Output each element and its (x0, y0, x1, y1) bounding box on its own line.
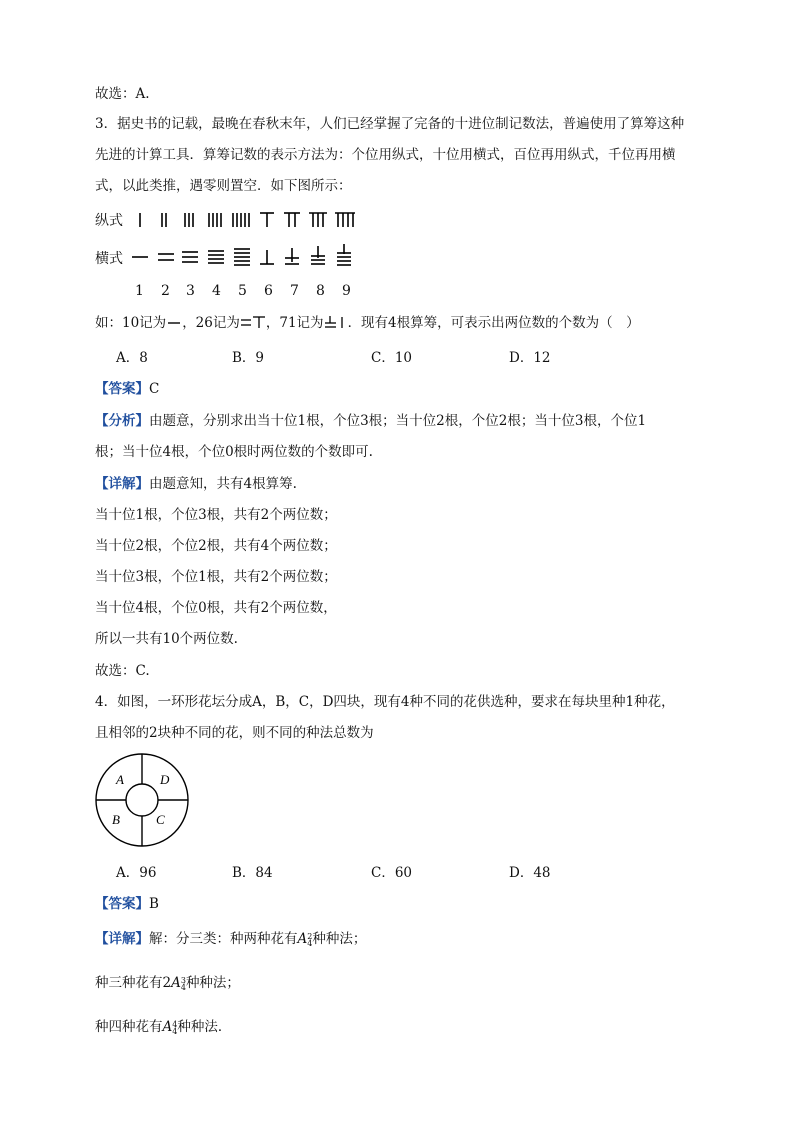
digit-7: 7 (290, 283, 299, 299)
q3-answer (95, 379, 159, 399)
digit-6: 6 (264, 283, 273, 299)
region-a-label: A (116, 772, 124, 787)
q3-detail-line-1: 当十位1根，个位3根，共有2个两位数； (95, 507, 337, 523)
example-text-4: ．现有4根算筹，可表示出两位数的个数为（ ） (347, 315, 640, 331)
region-d-label: D (160, 772, 170, 787)
detail-text: 种三种花有2 (95, 975, 172, 991)
example-text-3: ，71记为 (265, 315, 324, 331)
q3-option-d[interactable]: D．12 (509, 350, 551, 366)
detail-text: 种种法． (177, 1019, 232, 1035)
q4-option-b[interactable]: B．84 (232, 865, 273, 881)
detail-text: 种四种花有 (95, 1019, 163, 1035)
permutation-symbol: A (162, 1019, 173, 1035)
heng-rods (128, 242, 368, 272)
perm-sup: 4 (172, 1020, 178, 1029)
answer-value: B (149, 896, 159, 912)
rod-26-glyph (240, 315, 266, 329)
zong-rods (128, 208, 368, 232)
detail-text: 种种法； (312, 931, 367, 947)
q3-detail-line-3: 当十位3根，个位1根，共有2个两位数； (95, 569, 337, 585)
q3-detail-line-2: 当十位2根，个位2根，共有4个两位数； (95, 538, 337, 554)
q4-text-line-1: 4．如图，一环形花坛分成A，B，C，D四块，现有4种不同的花供选种，要求在每块里种1种花， (95, 694, 675, 710)
digit-9: 9 (342, 283, 351, 299)
q3-option-c[interactable]: C．10 (371, 350, 413, 366)
detail-tag: 【详解】 (95, 931, 149, 947)
previous-conclusion: 故选：A. (95, 86, 150, 102)
analysis-text-1: 由题意，分别求出当十位1根，个位3根；当十位2根，个位2根；当十位3根，个位1 (149, 413, 647, 429)
answer-value: C (149, 381, 160, 397)
example-text-2: ，26记为 (182, 315, 240, 331)
perm-sub: 4 (180, 983, 186, 992)
digit-1: 1 (135, 283, 144, 299)
q3-conclusion: 故选：C. (95, 663, 150, 679)
q4-detail-line-2 (95, 973, 240, 993)
permutation-symbol: A (297, 931, 308, 947)
heng-label: 横式 (95, 251, 123, 267)
q3-option-b[interactable]: B．9 (232, 350, 265, 366)
flower-bed-diagram (94, 752, 190, 848)
q4-option-d[interactable]: D．48 (509, 865, 551, 881)
q3-detail-line-5: 所以一共有10个两位数. (95, 631, 238, 647)
q3-text-line-2: 先进的计算工具．算筹记数的表示方法为：个位用纵式，十位用横式，百位再用纵式，千位再用横 (95, 147, 676, 163)
analysis-tag: 【分析】 (95, 413, 149, 429)
detail-text: 种种法； (185, 975, 240, 991)
example-text-1: 如：10记为 (95, 315, 167, 331)
q3-detail-line-4: 当十位4根，个位0根，共有2个两位数， (95, 600, 337, 616)
q4-option-c[interactable]: C．60 (371, 865, 413, 881)
permutation-symbol: A (171, 975, 181, 991)
detail-text: 解：分三类：种两种花有 (149, 931, 298, 947)
q3-option-a[interactable]: A．8 (116, 350, 148, 366)
q3-detail-line-0 (95, 474, 297, 494)
answer-tag: 【答案】 (95, 381, 149, 397)
perm-sub: 4 (307, 939, 313, 948)
rod-10-glyph (166, 315, 182, 329)
answer-tag: 【答案】 (95, 896, 149, 912)
q3-text-line-1: 3．据史书的记载，最晚在春秋末年，人们已经掌握了完备的十进位制记数法，普遍使用了算筹这种 (95, 116, 685, 132)
q4-answer (95, 894, 159, 914)
q4-option-a[interactable]: A．96 (116, 865, 157, 881)
region-b-label: B (112, 812, 120, 827)
digit-3: 3 (186, 283, 195, 299)
q3-example-line (95, 313, 640, 333)
q3-analysis-line-1 (95, 411, 646, 431)
rod-71-glyph (324, 315, 348, 329)
perm-sup: 3 (180, 976, 186, 985)
digit-2: 2 (161, 283, 170, 299)
detail-text-0: 由题意知，共有4根算筹. (149, 476, 297, 492)
digit-5: 5 (238, 283, 247, 299)
q4-detail-line-3 (95, 1017, 231, 1037)
q4-detail-line-1 (95, 929, 366, 949)
region-c-label: C (156, 812, 165, 827)
q4-text-line-2: 且相邻的2块种不同的花，则不同的种法总数为 (95, 725, 374, 741)
detail-tag: 【详解】 (95, 476, 149, 492)
perm-sup: 2 (307, 932, 313, 941)
zong-label: 纵式 (95, 213, 123, 229)
q3-text-line-3: 式，以此类推，遇零则置空．如下图所示： (95, 178, 352, 194)
digit-4: 4 (212, 283, 221, 299)
digit-8: 8 (316, 283, 325, 299)
perm-sub: 4 (172, 1027, 178, 1036)
q3-analysis-line-2: 根；当十位4根，个位0根时两位数的个数即可. (95, 444, 373, 460)
